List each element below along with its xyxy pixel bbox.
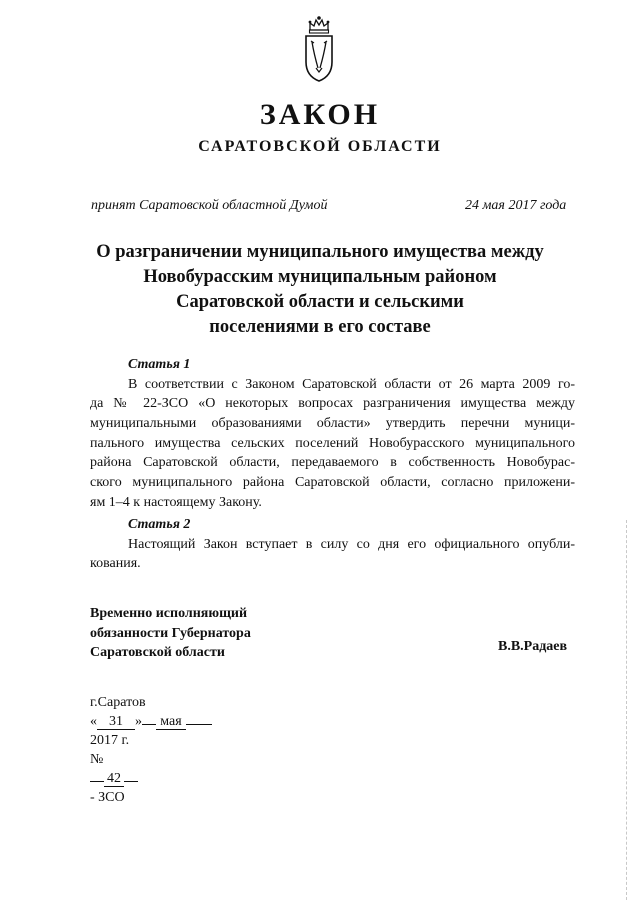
number-prefix: № bbox=[90, 752, 104, 767]
signatory-line: обязанности Губернатора bbox=[90, 625, 251, 641]
article-text-line: В соответствии с Законом Саратовской области от 26 марта 2009 го- bbox=[128, 376, 575, 392]
article-text-line: Настоящий Закон вступает в силу со дня его официального опубли- bbox=[128, 536, 575, 552]
signatory-title bbox=[90, 604, 251, 663]
article-text-line: да № 22-ЗСО «О некоторых вопросах разграничения имущества между bbox=[90, 396, 575, 412]
coat-of-arms-emblem bbox=[302, 14, 336, 84]
signing-date: « 31 » мая 2017 г. bbox=[90, 712, 212, 750]
law-title: ЗАКОН bbox=[259, 98, 381, 131]
heading-line: Саратовской области и сельскими bbox=[176, 292, 464, 312]
article-text-line: кования. bbox=[90, 556, 141, 572]
article-text-line: ского муниципального района Саратовской области, согласно приложени- bbox=[90, 475, 575, 491]
number-value: 42 bbox=[104, 771, 124, 787]
heading-line: Новобурасским муниципальным районом bbox=[143, 267, 497, 287]
adopted-by: принят Саратовской областной Думой bbox=[91, 198, 328, 213]
article-title: Статья 1 bbox=[128, 357, 191, 372]
region-subtitle: САРАТОВСКОЙ ОБЛАСТИ bbox=[198, 138, 442, 155]
article-text-line: пального имущества сельских поселений Новобурасского муниципального bbox=[90, 435, 575, 451]
law-number bbox=[90, 750, 212, 807]
signatory-name: В.В.Радаев bbox=[498, 639, 568, 654]
signing-year: 2017 г. bbox=[90, 733, 130, 748]
article-text-line: ям 1–4 к настоящему Закону. bbox=[90, 494, 262, 510]
law-heading bbox=[0, 240, 640, 340]
date-underline bbox=[142, 724, 156, 725]
number-suffix: - ЗСО bbox=[90, 790, 125, 805]
date-underline bbox=[186, 724, 212, 725]
scan-edge-line bbox=[626, 520, 628, 900]
signatory-line: Временно исполняющий bbox=[90, 606, 248, 621]
article-2 bbox=[90, 515, 575, 574]
signing-month: мая bbox=[156, 714, 186, 730]
adoption-date: 24 мая 2017 года bbox=[465, 198, 567, 213]
article-text-line: района Саратовской области, передаваемого в собственность Новобурас- bbox=[90, 455, 575, 471]
article-1 bbox=[90, 355, 575, 513]
article-title: Статья 2 bbox=[128, 517, 191, 532]
signing-details bbox=[90, 693, 212, 807]
heading-line: поселениями в его составе bbox=[209, 317, 431, 337]
article-text-line: муниципальными образованиями области» утвердить перечни муници- bbox=[90, 416, 575, 432]
heading-line: О разграничении муниципального имущества между bbox=[96, 242, 544, 262]
number-underline bbox=[90, 781, 104, 782]
signing-city: г.Саратов bbox=[90, 695, 146, 710]
signatory-line: Саратовской области bbox=[90, 645, 225, 661]
signing-day: 31 bbox=[97, 714, 135, 730]
number-underline bbox=[124, 781, 138, 782]
